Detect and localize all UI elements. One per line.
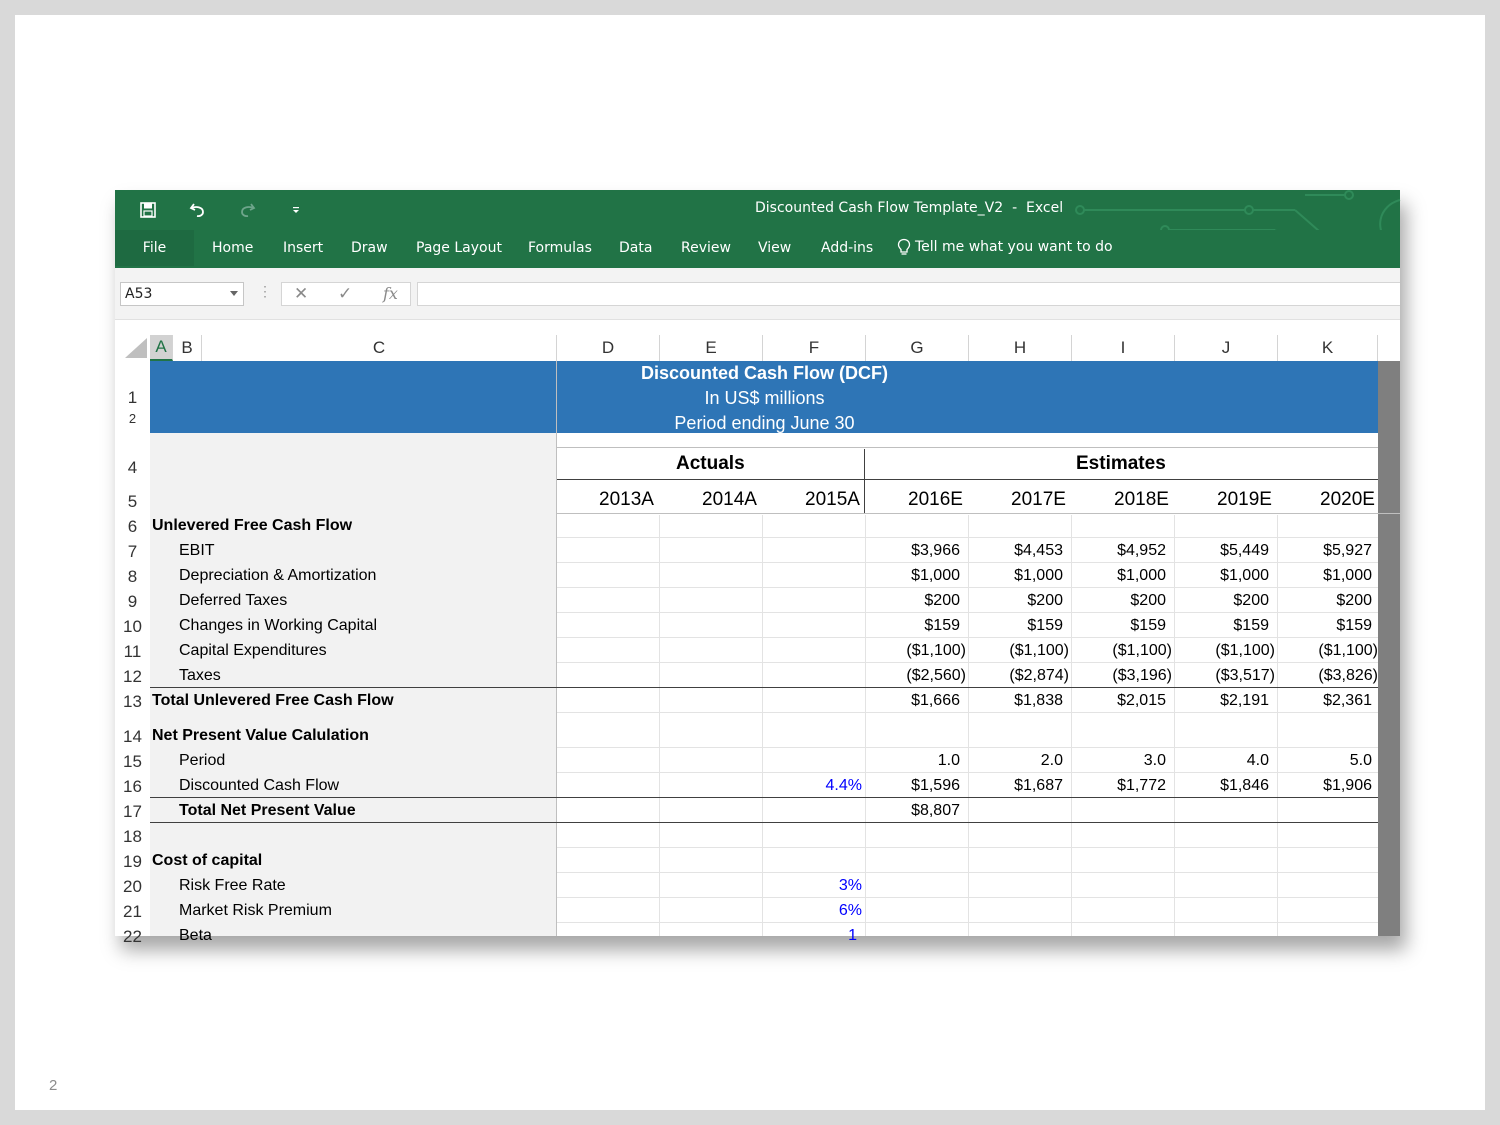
column-header-e[interactable]: E [660,335,763,361]
row-header-6[interactable]: 6 [127,517,138,536]
grid-line [557,897,1378,898]
dcf-2017e[interactable]: $1,687 [1014,777,1063,794]
wc-2020e[interactable]: $159 [1336,617,1372,634]
grid-line [557,847,1378,848]
dcf-units: In US$ millions [704,388,825,408]
grid-line [557,612,1378,613]
discount-rate[interactable]: 4.4% [825,777,862,794]
total-ufcf-2020e[interactable]: $2,361 [1323,692,1372,709]
row-header-7[interactable]: 7 [127,542,138,561]
ebit-2019e[interactable]: $5,449 [1220,542,1269,559]
dcf-2020e[interactable]: $1,906 [1323,777,1372,794]
enter-icon[interactable]: ✓ [338,284,353,303]
ebit-2018e[interactable]: $4,952 [1117,542,1166,559]
deferred-2020e[interactable]: $200 [1336,592,1372,609]
tab-draw[interactable]: Draw [351,240,388,256]
capex-2016e[interactable]: ($1,100) [906,642,966,659]
slide-number: 2 [49,1077,58,1094]
ribbon-tabs [115,230,1400,268]
workbook-name: Discounted Cash Flow Template_V2 [755,200,1004,216]
risk-free-rate-value[interactable]: 3% [838,877,862,894]
grid-line [557,922,1378,923]
formula-buttons [281,282,411,306]
column-header-i[interactable]: I [1072,335,1175,361]
formula-input[interactable] [417,282,1400,306]
total-border [150,797,1378,798]
window-title [755,200,1063,216]
save-icon[interactable] [133,196,163,224]
year-2015a: 2015A [805,489,860,510]
da-label: Depreciation & Amortization [179,567,377,584]
period-2018e[interactable]: 3.0 [1143,752,1166,769]
grid-line [557,712,1378,713]
slide [15,15,1485,1110]
total-ufcf-label: Total Unlevered Free Cash Flow [152,692,394,709]
year-2013a: 2013A [599,489,654,510]
wc-2016e[interactable]: $159 [924,617,960,634]
wc-2018e[interactable]: $159 [1130,617,1166,634]
total-border [150,822,1378,823]
taxes-2019e[interactable]: ($3,517) [1215,667,1275,684]
column-header-f[interactable]: F [763,335,866,361]
grid-line [557,772,1378,773]
insert-function-icon[interactable]: fx [383,284,398,303]
total-ufcf-2017e[interactable]: $1,838 [1014,692,1063,709]
beta-value[interactable]: 1 [848,927,857,944]
deferred-2018e[interactable]: $200 [1130,592,1166,609]
year-2020e: 2020E [1320,489,1375,510]
period-2020e[interactable]: 5.0 [1349,752,1372,769]
grid-line [557,872,1378,873]
redo-icon[interactable] [232,196,262,224]
year-2017e: 2017E [1011,489,1066,510]
total-ufcf-2019e[interactable]: $2,191 [1220,692,1269,709]
deferred-2017e[interactable]: $200 [1027,592,1063,609]
da-2016e[interactable]: $1,000 [911,567,960,584]
tell-me-search[interactable] [897,238,1113,256]
ebit-label: EBIT [179,542,215,559]
npv-heading: Net Present Value Calulation [152,727,369,744]
coc-heading: Cost of capital [152,852,263,869]
row-header-19[interactable]: 19 [123,852,142,871]
dcf-title: Discounted Cash Flow (DCF) [641,363,888,383]
tab-file[interactable]: File [115,230,194,266]
title-separator: - [1012,200,1018,216]
column-header-c[interactable]: C [202,335,557,361]
row-header-4[interactable]: 4 [127,458,138,477]
drag-handle-icon[interactable]: ⋮ [258,283,272,299]
taxes-2020e[interactable]: ($3,826) [1318,667,1378,684]
column-header-b[interactable]: B [173,335,202,361]
taxes-2018e[interactable]: ($3,196) [1112,667,1172,684]
row-header-20[interactable]: 20 [123,877,142,896]
tab-review[interactable]: Review [681,240,731,256]
worksheet-grid [115,335,1400,946]
tell-me-text: Tell me what you want to do [915,239,1113,255]
row-header-18[interactable]: 18 [123,827,142,846]
column-header-h[interactable]: H [969,335,1072,361]
tab-formulas[interactable]: Formulas [528,240,592,256]
row-header-22[interactable]: 22 [123,927,142,946]
row-header-1[interactable]: 1 [127,388,138,407]
tab-page-layout[interactable]: Page Layout [416,240,502,256]
cancel-icon[interactable]: ✕ [294,284,309,303]
year-2018e: 2018E [1114,489,1169,510]
row-header-8[interactable]: 8 [127,567,138,586]
dcf-period: Period ending June 30 [674,413,855,433]
row-header-14[interactable]: 14 [123,727,142,746]
tab-add-ins[interactable]: Add-ins [821,240,874,256]
grid-line [557,637,1378,638]
da-2019e[interactable]: $1,000 [1220,567,1269,584]
column-header-j[interactable]: J [1175,335,1278,361]
grid-line [557,513,1400,514]
grid-line [557,562,1378,563]
taxes-2016e[interactable]: ($2,560) [906,667,966,684]
column-header-d[interactable]: D [557,335,660,361]
rf-label: Risk Free Rate [179,877,286,894]
actuals-header: Actuals [676,453,745,474]
ufcf-heading: Unlevered Free Cash Flow [152,517,353,534]
row-header-10[interactable]: 10 [123,617,142,636]
title-bar [115,190,1400,230]
formula-bar [115,268,1400,320]
taxes-2017e[interactable]: ($2,874) [1009,667,1069,684]
total-npv-value[interactable]: $8,807 [911,802,960,819]
period-2019e[interactable]: 4.0 [1246,752,1269,769]
dcf-2016e[interactable]: $1,596 [911,777,960,794]
row-header-12[interactable]: 12 [123,667,142,686]
out-of-range-fill [1378,361,1400,936]
tab-home[interactable]: Home [212,240,254,256]
deferred-taxes-label: Deferred Taxes [179,592,288,609]
select-all-corner[interactable] [125,338,147,358]
grid-line [557,587,1378,588]
capex-2017e[interactable]: ($1,100) [1009,642,1069,659]
row-header-16[interactable]: 16 [123,777,142,796]
deferred-2016e[interactable]: $200 [924,592,960,609]
working-capital-label: Changes in Working Capital [179,617,378,634]
grid-line [557,447,1378,448]
tab-data[interactable]: Data [619,240,653,256]
estimates-header: Estimates [1076,453,1166,474]
row-header-5[interactable]: 5 [127,492,138,511]
row-header-9[interactable]: 9 [127,592,138,611]
capex-2019e[interactable]: ($1,100) [1215,642,1275,659]
column-header-k[interactable]: K [1278,335,1378,361]
row-header-2[interactable]: 2 [128,411,137,426]
app-name: Excel [1026,200,1064,216]
chevron-down-icon[interactable] [230,291,238,296]
row-header-21[interactable]: 21 [123,902,142,921]
grid-line [557,662,1378,663]
group-divider [864,449,865,513]
group-underline [557,479,1378,480]
customize-qat-icon[interactable] [281,196,311,224]
period-2016e[interactable]: 1.0 [937,752,960,769]
capex-label: Capital Expenditures [179,642,327,659]
row-header-11[interactable]: 11 [123,642,142,661]
total-ufcf-2018e[interactable]: $2,015 [1117,692,1166,709]
da-2020e[interactable]: $1,000 [1323,567,1372,584]
period-2017e[interactable]: 2.0 [1040,752,1063,769]
column-header-a[interactable]: A [150,335,173,361]
tab-view[interactable]: View [758,240,792,256]
wc-2019e[interactable]: $159 [1233,617,1269,634]
wc-2017e[interactable]: $159 [1027,617,1063,634]
taxes-label: Taxes [179,667,221,684]
capex-2020e[interactable]: ($1,100) [1318,642,1378,659]
name-box-value: A53 [125,286,153,302]
dcf-2018e[interactable]: $1,772 [1117,777,1166,794]
total-ufcf-2016e[interactable]: $1,666 [911,692,960,709]
excel-window [115,190,1400,946]
row-header-17[interactable]: 17 [123,802,142,821]
dcf-2019e[interactable]: $1,846 [1220,777,1269,794]
undo-icon[interactable] [183,196,213,224]
mrp-label: Market Risk Premium [179,902,332,919]
name-box[interactable] [120,282,244,306]
market-risk-premium-value[interactable]: 6% [838,902,862,919]
year-2019e: 2019E [1217,489,1272,510]
grid-line [557,747,1378,748]
da-2017e[interactable]: $1,000 [1014,567,1063,584]
total-npv-label: Total Net Present Value [179,802,356,819]
grid-line [557,537,1378,538]
column-header-g[interactable]: G [866,335,969,361]
deferred-2019e[interactable]: $200 [1233,592,1269,609]
capex-2018e[interactable]: ($1,100) [1112,642,1172,659]
da-2018e[interactable]: $1,000 [1117,567,1166,584]
ebit-2020e[interactable]: $5,927 [1323,542,1372,559]
year-2014a: 2014A [702,489,757,510]
period-label: Period [179,752,226,769]
row-header-15[interactable]: 15 [123,752,142,771]
ebit-2016e[interactable]: $3,966 [911,542,960,559]
tab-insert[interactable]: Insert [283,240,324,256]
dcf-label: Discounted Cash Flow [179,777,340,794]
year-2016e: 2016E [908,489,963,510]
total-border [150,687,1378,688]
lightbulb-icon [897,238,911,256]
ebit-2017e[interactable]: $4,453 [1014,542,1063,559]
row-header-13[interactable]: 13 [123,692,142,711]
beta-label: Beta [179,927,212,944]
